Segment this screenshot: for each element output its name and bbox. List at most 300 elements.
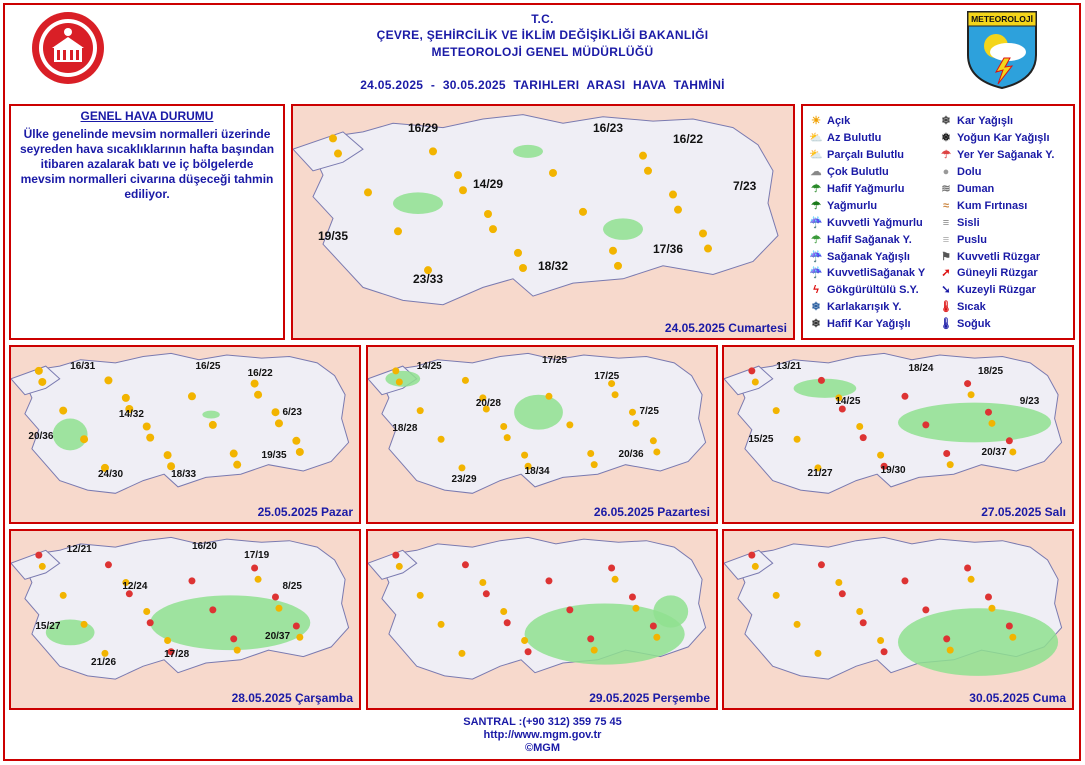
weather-symbol-icon [81,621,88,628]
map-day-6 [366,529,718,710]
weather-symbol-icon [877,637,884,644]
weather-symbol-icon [146,434,154,442]
weather-symbol-icon [988,420,995,427]
rain-area [794,379,857,398]
temperature-label: 18/32 [538,259,569,274]
weather-symbol-icon [653,634,660,641]
weather-symbol-icon [639,152,647,160]
general-weather-title: GENEL HAVA DURUMU [80,109,214,123]
temperature-label: 8/25 [282,580,302,592]
rain-area [898,403,1051,443]
weather-symbol-icon [839,590,846,597]
weather-symbol-icon [860,434,867,441]
weather-symbol-icon [233,461,241,469]
temperature-label: 17/25 [594,370,620,382]
temperature-label: 14/29 [473,177,504,192]
sandstorm-icon: ≈ [942,199,950,212]
weather-symbol-icon [364,188,372,196]
rain-area [603,218,643,240]
legend-item [808,316,925,333]
temperature-label: 16/25 [195,361,221,373]
weather-symbol-icon [230,635,237,642]
legend-item [938,282,1054,299]
rain-area [898,608,1058,676]
shower-icon: ☔ [809,250,823,263]
weather-symbol-icon [164,451,172,459]
weather-symbol-icon [985,409,992,416]
weather-symbol-icon [392,552,399,559]
temperature-label: 23/33 [413,272,444,287]
weather-symbol-icon [591,461,598,468]
weather-symbol-icon [438,436,445,443]
temperature-label: 17/36 [653,242,684,257]
legend-item [938,181,1054,198]
temperature-label: 13/21 [776,361,802,373]
legend-panel [801,104,1075,340]
heavy-shower-icon: ☔ [809,267,823,280]
rain-area [385,371,420,387]
weather-symbol-icon [587,635,594,642]
weather-symbol-icon [59,407,67,415]
legend-item [808,164,925,181]
map-day-4 [722,345,1074,524]
temperature-label: 23/29 [451,474,477,486]
temperature-label: 18/33 [171,469,197,481]
weather-symbol-icon [877,452,884,459]
weather-symbol-icon [748,367,755,374]
rain-area [653,595,688,627]
legend-item [938,231,1054,248]
weather-symbol-icon [1009,634,1016,641]
weather-symbol-icon [458,650,465,657]
weather-symbol-icon [632,420,639,427]
map-day-label: 29.05.2025 Perşembe [589,691,710,705]
weather-symbol-icon [230,450,238,458]
light-rain-icon: ☂ [811,183,821,195]
legend-label: Çok Bulutlu [827,166,889,179]
temperature-label: 7/23 [733,179,757,194]
weather-symbol-icon [943,450,950,457]
weather-symbol-icon [329,134,337,142]
weather-symbol-icon [699,229,707,237]
map-day-5 [9,529,361,710]
weather-symbol-icon [835,579,842,586]
weather-symbol-icon [143,608,150,615]
weather-symbol-icon [80,435,88,443]
weather-symbol-icon [545,577,552,584]
weather-symbol-icon [429,147,437,155]
temperature-label: 20/36 [618,448,644,460]
legend-label: Hafif Kar Yağışlı [827,318,911,331]
weather-symbol-icon [704,245,712,253]
temperature-label: 24/30 [98,469,124,481]
weather-symbol-icon [484,210,492,218]
temperature-label: 15/25 [748,434,774,446]
weather-symbol-icon [773,407,780,414]
legend-item [938,265,1054,282]
heavy-rain-icon: ☔ [809,216,823,229]
weather-symbol-icon [566,606,573,613]
temperature-label: 16/31 [70,361,96,373]
turkey-map [293,106,793,322]
map-day-label: 27.05.2025 Salı [981,505,1066,519]
weather-symbol-icon [255,576,262,583]
legend-label: Az Bulutlu [827,132,882,145]
weather-symbol-icon [104,376,112,384]
legend-label: Kar Yağışlı [957,115,1014,128]
snow-icon: ❄ [941,115,951,128]
map-day-3 [366,345,718,524]
weather-symbol-icon [860,619,867,626]
temperature-label: 12/24 [122,580,148,592]
weather-symbol-icon [188,577,195,584]
weather-symbol-icon [143,423,151,431]
weather-symbol-icon [985,594,992,601]
weather-symbol-icon [521,637,528,644]
weather-symbol-icon [947,461,954,468]
weather-symbol-icon [609,247,617,255]
weather-symbol-icon [1009,448,1016,455]
legend-label: Açık [827,115,851,128]
weather-symbol-icon [968,391,975,398]
legend-item [808,231,925,248]
temperature-label: 16/29 [408,121,439,136]
weather-symbol-icon [794,621,801,628]
weather-symbol-icon [500,423,507,430]
rain-area [514,395,563,430]
sun-small-cloud-icon: ⛅ [809,132,823,145]
legend-item [938,147,1054,164]
temperature-label: 9/23 [1019,396,1040,408]
temperature-label: 16/22 [673,131,704,146]
rain-area [202,411,219,419]
weather-symbol-icon [545,393,552,400]
weather-symbol-icon [943,635,950,642]
fog-icon: ≡ [942,216,950,229]
rain-area [150,595,310,650]
weather-symbol-icon [254,391,262,399]
sleet-icon: ❄ [811,301,821,314]
temperature-label: 19/35 [261,450,287,462]
weather-symbol-icon [612,576,619,583]
temperature-label: 19/35 [318,229,349,244]
temperature-label: 14/32 [118,409,144,420]
weather-symbol-icon [438,621,445,628]
mist-icon: ≡ [942,233,950,246]
legend-item [808,147,925,164]
rain-icon: ☂ [811,199,821,212]
legend-item [938,164,1054,181]
weather-symbol-icon [458,464,465,471]
thunderstorm-icon: ϟ [813,284,819,297]
temperature-label: 18/34 [524,466,550,478]
rain-area [393,192,443,214]
legend-item [808,265,925,282]
weather-symbol-icon [752,563,759,570]
weather-symbol-icon [454,171,462,179]
header-date-range: 24.05.2025 - 30.05.2025 TARIHLERI ARASI HAVA TAHMİNİ [360,78,725,92]
weather-symbol-icon [881,648,888,655]
legend-item [808,181,925,198]
weather-symbol-icon [164,637,171,644]
general-weather-panel [9,104,285,340]
weather-symbol-icon [479,579,486,586]
legend-item [808,197,925,214]
weather-symbol-icon [591,647,598,654]
weather-symbol-icon [35,367,43,375]
weather-symbol-icon [922,606,929,613]
weather-symbol-icon [814,650,821,657]
weather-symbol-icon [394,227,402,235]
weather-symbol-icon [514,249,522,257]
weather-symbol-icon [612,391,619,398]
partly-cloudy-icon: ⛅ [809,149,823,162]
weather-symbol-icon [500,608,507,615]
weather-symbol-icon [818,377,825,384]
temperature-label: 17/28 [164,648,190,660]
legend-item [938,299,1054,316]
weather-symbol-icon [964,565,971,572]
map-day-1 [291,104,795,340]
local-shower-icon: ☂ [941,149,951,162]
legend-label: Duman [957,183,995,195]
weather-symbol-icon [579,208,587,216]
weather-symbol-icon [614,262,622,270]
legend-item [938,113,1054,130]
cloudy-icon: ☁ [810,166,822,179]
legend-label: Yoğun Kar Yağışlı [957,132,1050,145]
legend-item [808,214,925,231]
map-day-label: 25.05.2025 Pazar [257,505,353,519]
turkey-map [368,531,716,692]
legend-label: Puslu [957,233,987,246]
hail-icon: ● [942,166,950,179]
weather-symbol-icon [251,565,258,572]
legend-label: Kum Fırtınası [957,199,1028,212]
rain-area [513,145,543,158]
map-day-label: 26.05.2025 Pazartesi [593,505,710,519]
legend-label: Sağanak Yağışlı [827,250,910,263]
footer-url-link[interactable]: http://www.mgm.gov.tr [483,729,602,741]
rain-area [53,419,88,451]
temperature-label: 17/25 [542,354,568,366]
general-weather-text: Ülke genelinde mevsim normalleri üzerinde seyreden hava sıcaklıklarının hafta başından itibaren azalarak batı ve iç bölgelerde mevsim normalleri civarına düşeceği tahmin ediliyor. [19,127,275,201]
weather-symbol-icon [1006,437,1013,444]
header-ministry: ÇEVRE, ŞEHİRCİLİK VE İKLİM DEĞİŞİKLİĞİ BAKANLIĞI [376,28,709,42]
weather-symbol-icon [901,577,908,584]
weather-symbol-icon [947,647,954,654]
weather-symbol-icon [334,150,342,158]
weather-symbol-icon [549,169,557,177]
legend-label: Kuzeyli Rüzgar [957,284,1036,297]
weather-symbol-icon [504,619,511,626]
legend-label: Sisli [957,216,980,229]
weather-symbol-icon [396,563,403,570]
weather-symbol-icon [674,206,682,214]
legend-label: Güneyli Rüzgar [957,267,1038,280]
temperature-label: 21/26 [91,656,117,668]
temperature-label: 16/22 [247,367,273,379]
weather-symbol-icon [964,380,971,387]
map-day-label: 30.05.2025 Cuma [969,691,1066,705]
weather-symbol-icon [650,437,657,444]
map-day-2 [9,345,361,524]
footer [0,716,1085,755]
weather-symbol-icon [122,394,130,402]
temperature-label: 14/25 [416,361,442,373]
weather-symbol-icon [489,225,497,233]
footer-copyright: ©MGM [525,742,560,754]
north-wind-icon: ➘ [941,284,951,297]
legend-item [938,214,1054,231]
temperature-label: 14/25 [835,396,861,408]
legend-label: Kuvvetli Rüzgar [957,250,1041,263]
weather-symbol-icon [392,367,399,374]
weather-symbol-icon [462,561,469,568]
weather-symbol-icon [629,409,636,416]
weather-symbol-icon [629,594,636,601]
weather-symbol-icon [521,452,528,459]
temperature-label: 20/36 [28,431,54,443]
weather-symbol-icon [856,423,863,430]
footer-phone: SANTRAL :(+90 312) 359 75 45 [463,716,622,728]
weather-symbol-icon [293,622,300,629]
weather-symbol-icon [669,191,677,199]
weather-symbol-icon [519,264,527,272]
strong-wind-icon: ⚑ [941,250,951,263]
weather-symbol-icon [587,450,594,457]
legend-label: Parçalı Bulutlu [827,149,905,162]
temperature-label: 7/25 [639,405,659,417]
weather-symbol-icon [462,377,469,384]
weather-symbol-icon [251,380,259,388]
legend-item [808,299,925,316]
weather-symbol-icon [650,622,657,629]
legend-item [938,130,1054,147]
weather-symbol-icon [105,561,112,568]
temperature-label: 20/37 [981,447,1007,459]
legend-item [808,248,925,265]
weather-symbol-icon [653,448,660,455]
map-day-7 [722,529,1074,710]
weather-symbol-icon [272,594,279,601]
weather-symbol-icon [234,647,241,654]
temperature-label: 17/19 [244,550,270,562]
weather-symbol-icon [209,606,216,613]
weather-symbol-icon [296,634,303,641]
weather-symbol-icon [35,552,42,559]
weather-symbol-icon [794,436,801,443]
weather-symbol-icon [525,648,532,655]
weather-symbol-icon [459,186,467,194]
heavy-snow-icon: ❅ [941,132,951,145]
weather-symbol-icon [968,576,975,583]
legend-label: Karlakarışık Y. [827,301,902,314]
light-shower-icon: ☂ [811,233,821,246]
temperature-label: 6/23 [282,407,302,419]
weather-symbol-icon [748,552,755,559]
weather-symbol-icon [922,421,929,428]
header-tc: T.C. [531,12,554,26]
weather-symbol-icon [38,378,46,386]
weather-symbol-icon [275,605,282,612]
legend-label: Hafif Yağmurlu [827,183,905,195]
weather-symbol-icon [483,590,490,597]
temperature-label: 19/30 [880,464,906,476]
weather-symbol-icon [396,378,403,385]
weather-symbol-icon [773,592,780,599]
weather-symbol-icon [632,605,639,612]
weather-symbol-icon [504,434,511,441]
temperature-label: 21/27 [807,467,833,479]
weather-symbol-icon [988,605,995,612]
light-snow-icon: ❄ [811,318,821,331]
weather-symbol-icon [856,608,863,615]
temperature-label: 15/27 [35,621,61,633]
weather-symbol-icon [644,167,652,175]
weather-symbol-icon [608,565,615,572]
temperature-label: 18/24 [908,362,934,374]
cold-icon: 🌡 [939,318,953,331]
weather-symbol-icon [147,619,154,626]
legend-column-1 [808,113,925,333]
temperature-label: 18/25 [978,366,1004,378]
legend-item [808,113,925,130]
land-area [313,115,778,305]
legend-label: Yağmurlu [827,199,878,212]
temperature-label: 12/21 [66,543,92,555]
weather-symbol-icon [1006,622,1013,629]
legend-column-2 [938,113,1054,333]
header-directorate: METEOROLOJİ GENEL MÜDÜRLÜĞÜ [431,45,654,59]
turkey-map [11,347,359,506]
temperature-label: 18/28 [392,423,418,435]
legend-item [938,197,1054,214]
weather-symbol-icon [60,592,67,599]
temperature-label: 16/20 [191,540,217,552]
weather-symbol-icon [566,421,573,428]
legend-label: Kuvvetli Yağmurlu [827,216,923,229]
legend-item [808,282,925,299]
legend-label: Yer Yer Sağanak Y. [957,149,1055,162]
map-day-label: 28.05.2025 Çarşamba [231,691,353,705]
legend-label: Gökgürültülü S.Y. [827,284,919,297]
weather-symbol-icon [209,421,217,429]
weather-symbol-icon [417,407,424,414]
legend-label: KuvvetliSağanak Y [827,267,926,280]
weather-symbol-icon [752,378,759,385]
weather-symbol-icon [188,392,196,400]
legend-label: Hafif Sağanak Y. [827,233,912,246]
temperature-label: 20/28 [475,397,501,409]
legend-item [938,248,1054,265]
weather-symbol-icon [901,393,908,400]
legend-item [938,316,1054,333]
legend-item [808,130,925,147]
weather-symbol-icon [818,561,825,568]
legend-label: Sıcak [957,301,986,314]
sun-icon: ☀ [811,115,821,128]
temperature-label: 20/37 [265,630,291,642]
turkey-map [11,531,359,692]
weather-symbol-icon [271,408,279,416]
hot-icon: 🌡 [939,301,953,314]
weather-symbol-icon [417,592,424,599]
weather-symbol-icon [39,563,46,570]
weather-symbol-icon [296,448,304,456]
weather-symbol-icon [292,437,300,445]
smoke-icon: ≋ [941,183,951,195]
